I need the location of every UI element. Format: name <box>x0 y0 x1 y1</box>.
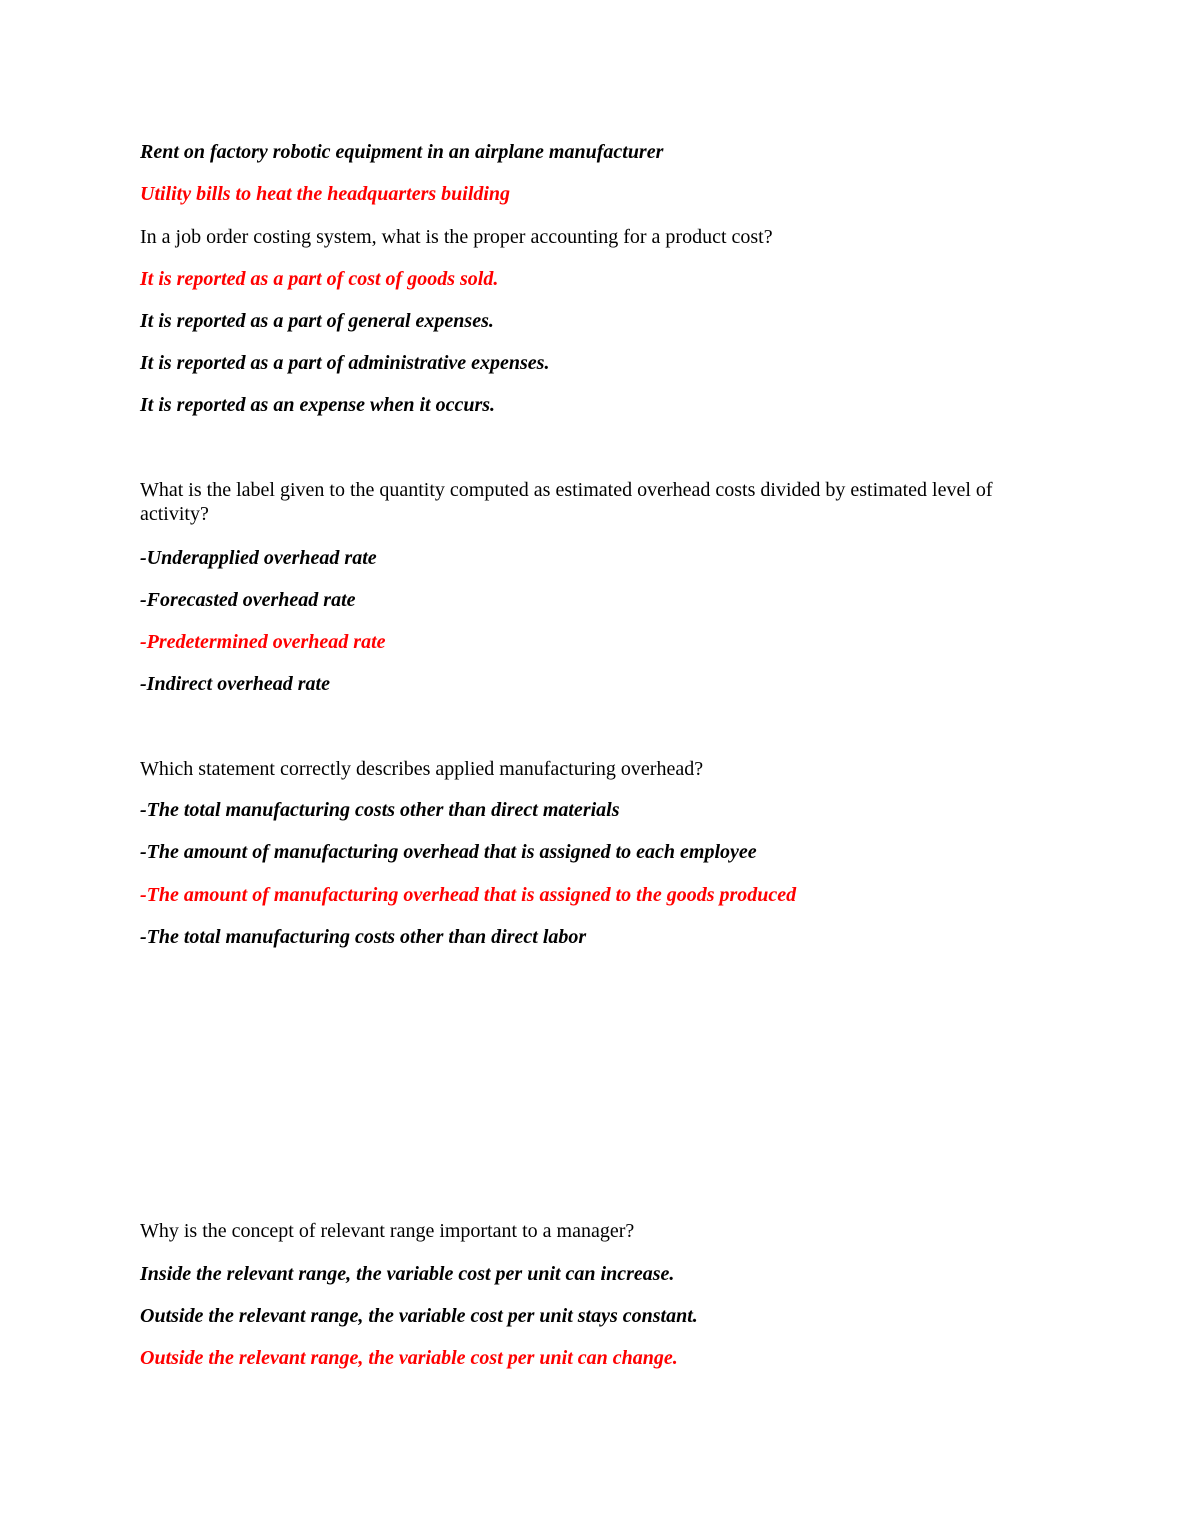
question-text: Which statement correctly describes applied manufacturing overhead? <box>140 758 704 780</box>
option-text: -The total manufacturing costs other than direct materials <box>140 799 620 821</box>
option-text: -Underapplied overhead rate <box>140 547 377 569</box>
option-text: Outside the relevant range, the variable cost per unit stays constant. <box>140 1305 698 1327</box>
question-text: In a job order costing system, what is the proper accounting for a product cost? <box>140 226 773 248</box>
option-text: It is reported as a part of administrative expenses. <box>140 352 550 374</box>
option-text: -The amount of manufacturing overhead that is assigned to each employee <box>140 841 757 863</box>
correct-answer-text: It is reported as a part of cost of goods sold. <box>140 268 499 290</box>
option-text: -Forecasted overhead rate <box>140 589 356 611</box>
correct-answer-text: -The amount of manufacturing overhead that is assigned to the goods produced <box>140 884 797 906</box>
question-text: What is the label given to the quantity computed as estimated overhead costs divided by estimated level of activity? <box>140 479 993 525</box>
question-text: Why is the concept of relevant range important to a manager? <box>140 1220 635 1242</box>
correct-answer-text: Utility bills to heat the headquarters building <box>140 183 511 205</box>
option-text: It is reported as an expense when it occurs. <box>140 394 496 416</box>
option-text: Inside the relevant range, the variable cost per unit can increase. <box>140 1263 675 1285</box>
option-text: -Indirect overhead rate <box>140 673 330 695</box>
option-text: -The total manufacturing costs other than direct labor <box>140 926 587 948</box>
option-text: Rent on factory robotic equipment in an airplane manufacturer <box>140 141 664 163</box>
option-text: It is reported as a part of general expenses. <box>140 310 494 332</box>
correct-answer-text: -Predetermined overhead rate <box>140 631 386 653</box>
correct-answer-text: Outside the relevant range, the variable cost per unit can change. <box>140 1347 678 1369</box>
